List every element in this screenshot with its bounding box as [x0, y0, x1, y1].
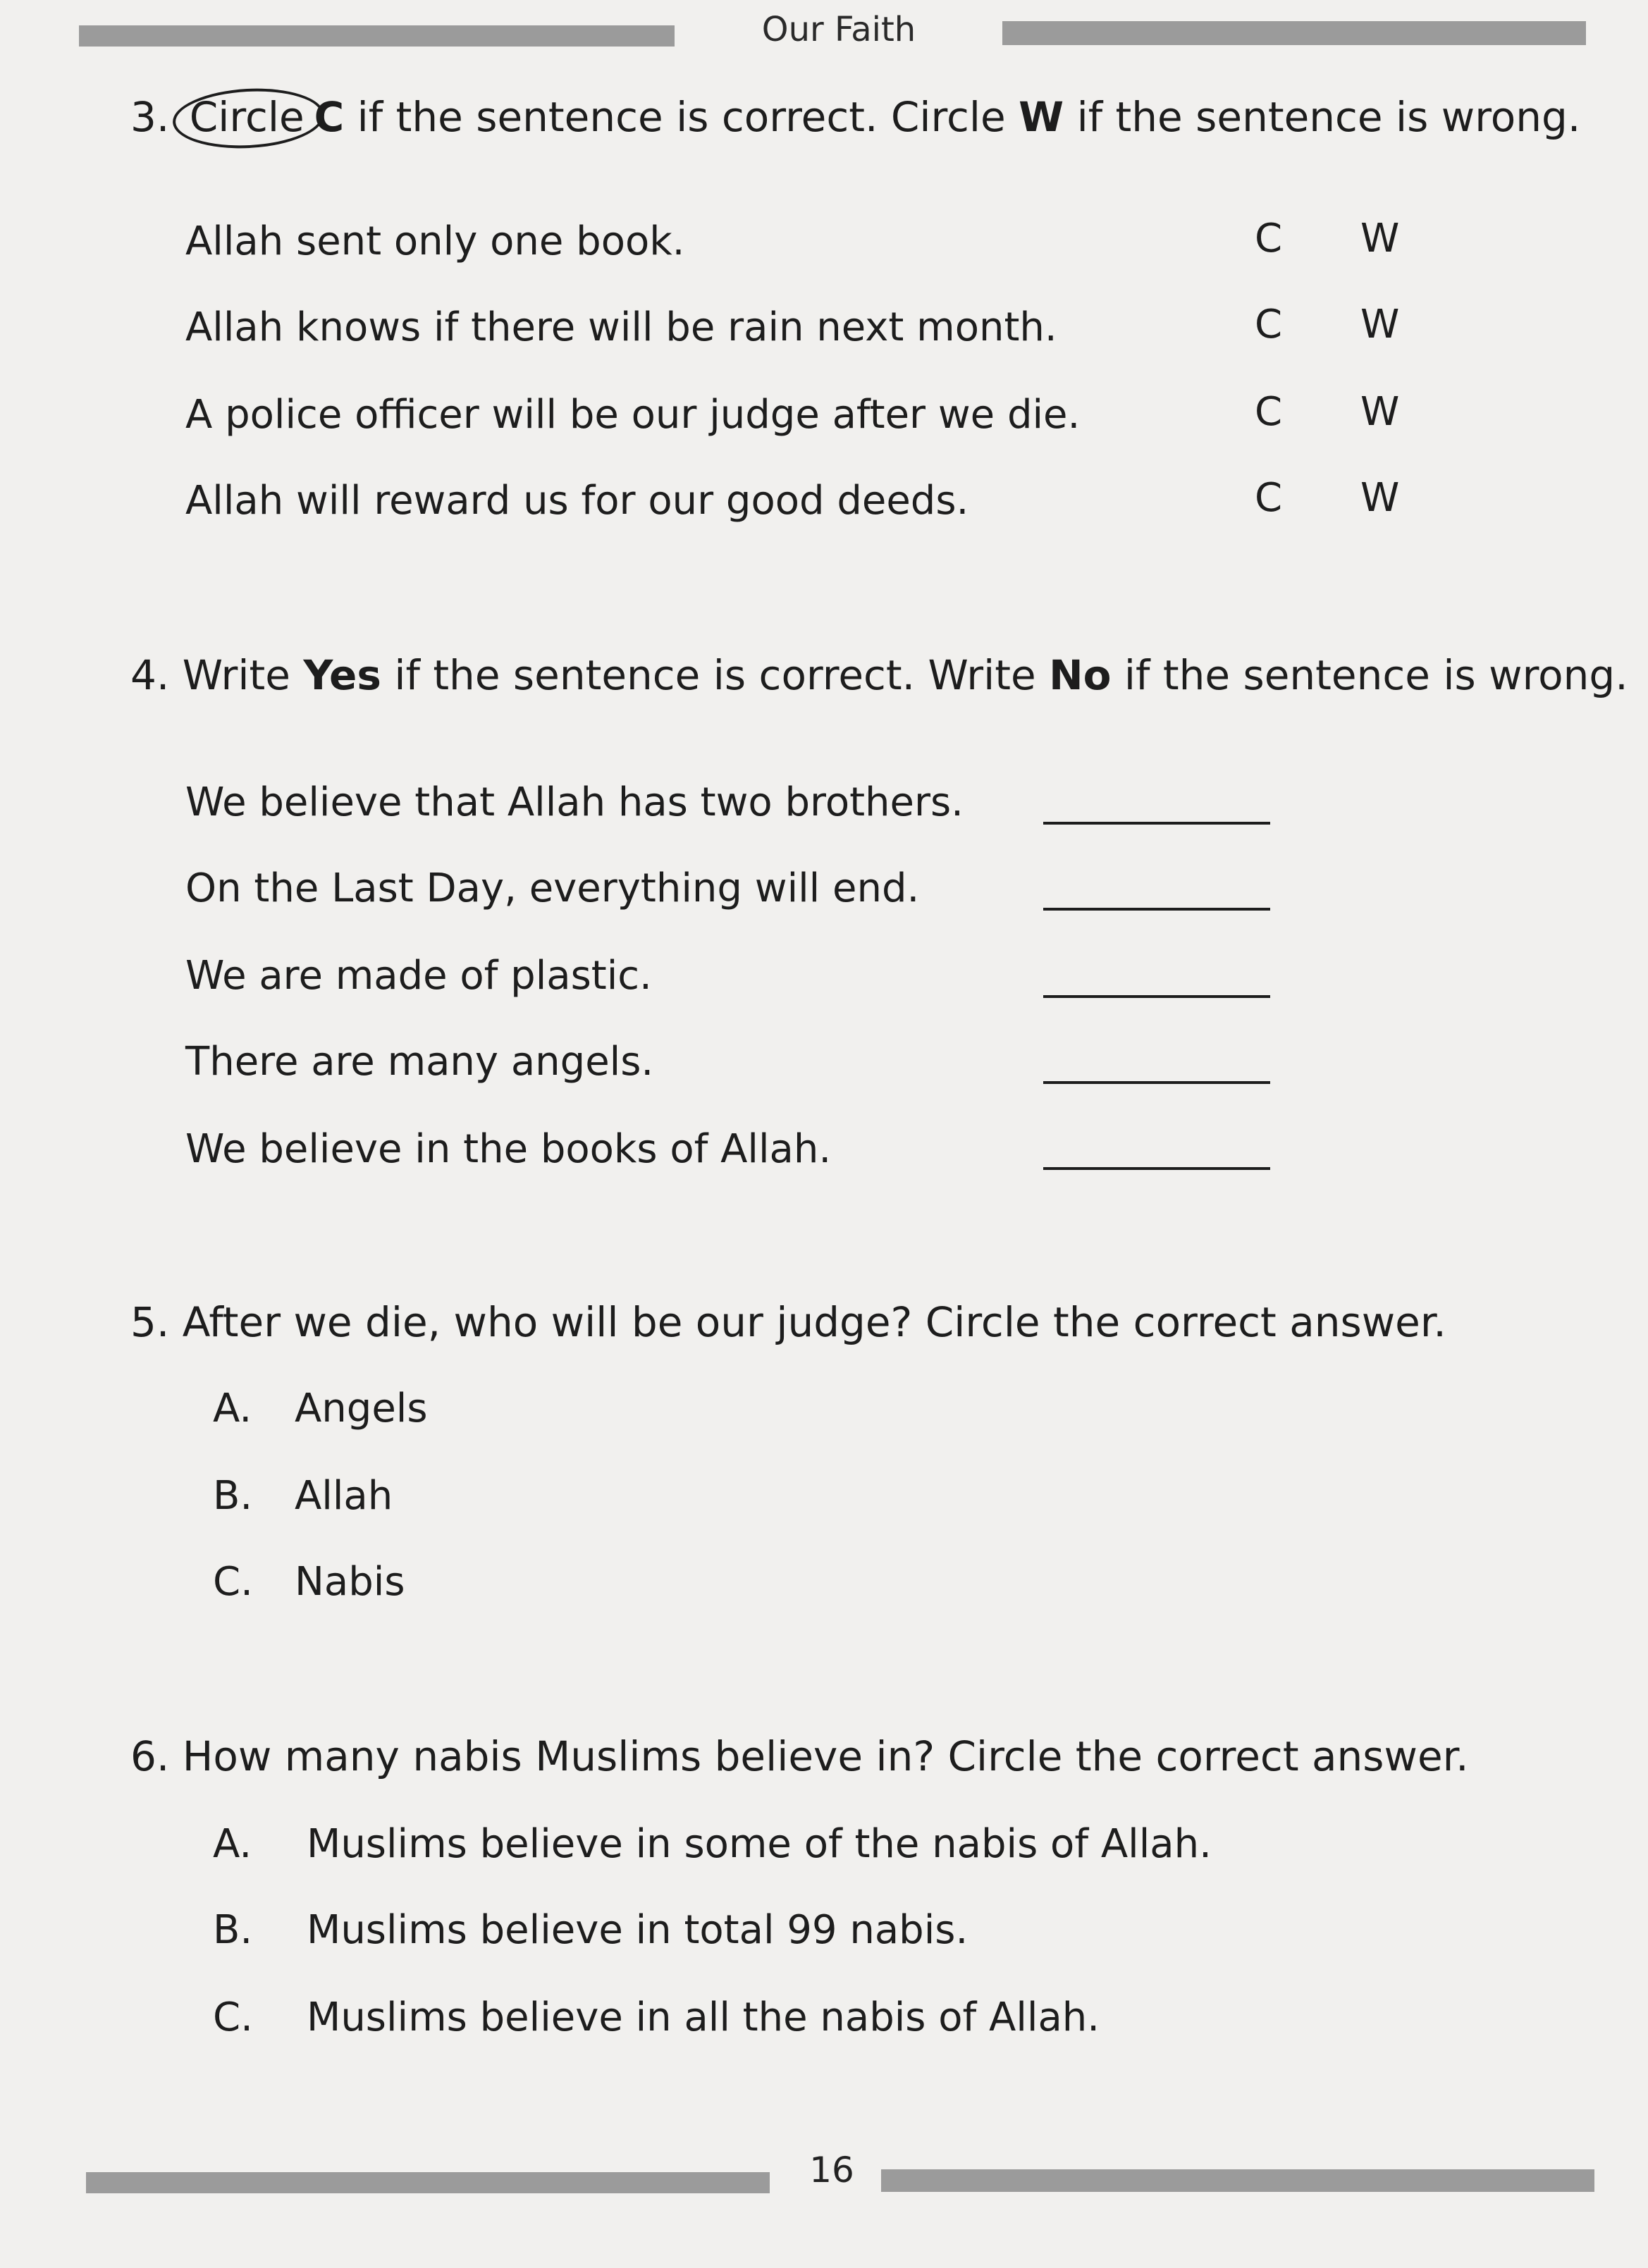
question-5-text: After we die, who will be our judge? Circle the correct answer.	[182, 1298, 1446, 1346]
q3-choice-w[interactable]: W	[1360, 216, 1400, 261]
q3-text-2: if the sentence is wrong.	[1076, 93, 1581, 141]
q5-option-allah[interactable]: Allah	[295, 1473, 393, 1519]
header-right-bar	[1002, 21, 1586, 45]
circle-word-circled: Circle	[183, 93, 312, 141]
q4-answer-blank[interactable]	[1043, 822, 1270, 825]
q4-no: No	[1049, 651, 1112, 699]
q4-statement: We believe that Allah has two brothers.	[185, 779, 964, 825]
q4-text-1: Write	[182, 651, 290, 699]
question-6-number: 6.	[130, 1732, 170, 1780]
q3-statement: A police officer will be our judge after we die.	[185, 392, 1081, 438]
q4-yes: Yes	[303, 651, 381, 699]
footer-right-bar	[881, 2169, 1594, 2192]
q4-answer-blank[interactable]	[1043, 1081, 1270, 1084]
q3-choice-w[interactable]: W	[1360, 475, 1400, 521]
q4-statement: We believe in the books of Allah.	[185, 1126, 832, 1172]
q3-choice-c[interactable]: C	[1255, 302, 1283, 347]
q4-text-3: if the sentence is wrong.	[1124, 651, 1628, 699]
q3-choice-c[interactable]: C	[1255, 216, 1283, 261]
q3-choice-w[interactable]: W	[1360, 389, 1400, 435]
q5-option-letter: A.	[213, 1386, 252, 1431]
q3-choice-c[interactable]: C	[1255, 475, 1283, 521]
q6-option-letter: A.	[213, 1821, 252, 1867]
question-4-number: 4.	[130, 651, 170, 699]
q3-statement: Allah knows if there will be rain next month.	[185, 304, 1057, 350]
question-5-prompt	[130, 1298, 1446, 1346]
q6-option-c[interactable]: Muslims believe in all the nabis of Allah.	[307, 1995, 1100, 2040]
question-3-number: 3.	[130, 93, 170, 141]
question-3-prompt	[130, 93, 1580, 141]
q6-option-a[interactable]: Muslims believe in some of the nabis of Allah.	[307, 1821, 1212, 1867]
q4-statement: There are many angels.	[185, 1039, 654, 1085]
q4-statement: We are made of plastic.	[185, 953, 652, 999]
q3-statement: Allah will reward us for our good deeds.	[185, 478, 969, 524]
q4-answer-blank[interactable]	[1043, 1167, 1270, 1170]
q3-choice-w[interactable]: W	[1360, 302, 1400, 347]
page-header-title: Our Faith	[761, 10, 916, 49]
q3-text-1: if the sentence is correct. Circle	[357, 93, 1006, 141]
q3-letter-w: W	[1019, 93, 1064, 141]
page-number: 16	[809, 2150, 854, 2190]
q6-option-letter: B.	[213, 1907, 253, 1953]
q5-option-angels[interactable]: Angels	[295, 1386, 428, 1431]
q3-letter-c: C	[314, 93, 345, 141]
q6-option-b[interactable]: Muslims believe in total 99 nabis.	[307, 1907, 968, 1953]
q4-text-2: if the sentence is correct. Write	[394, 651, 1036, 699]
question-5-number: 5.	[130, 1298, 170, 1346]
q4-answer-blank[interactable]	[1043, 995, 1270, 998]
question-6-prompt	[130, 1732, 1469, 1780]
q3-statement: Allah sent only one book.	[185, 218, 685, 264]
q3-choice-c[interactable]: C	[1255, 389, 1283, 435]
q6-option-letter: C.	[213, 1995, 253, 2040]
question-4-prompt	[130, 651, 1628, 699]
question-6-text: How many nabis Muslims believe in? Circle the correct answer.	[182, 1732, 1469, 1780]
q5-option-letter: B.	[213, 1473, 253, 1519]
header-left-bar	[79, 25, 675, 47]
footer-left-bar	[86, 2172, 770, 2193]
q4-statement: On the Last Day, everything will end.	[185, 865, 920, 911]
q5-option-nabis[interactable]: Nabis	[295, 1559, 405, 1605]
q5-option-letter: C.	[213, 1559, 253, 1605]
q4-answer-blank[interactable]	[1043, 908, 1270, 911]
